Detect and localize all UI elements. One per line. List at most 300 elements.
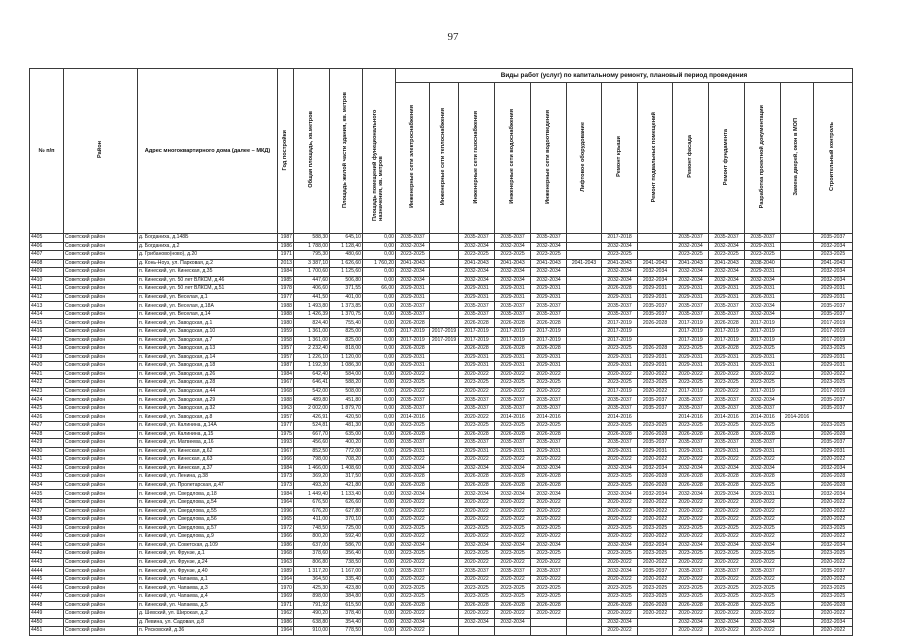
cell-living-area: 645,10 (330, 234, 363, 243)
cell-design-docs: 2017-2019 (745, 328, 781, 337)
cell-district: Советский район (64, 268, 138, 277)
cell-heating: 2017-2019 (430, 328, 459, 337)
cell-address: п. Кинеский, ул. Свердлова, д.18 (138, 490, 278, 499)
cell-living-area: 370,10 (330, 516, 363, 525)
col-header-facade: Ремонт фасада (673, 83, 709, 234)
cell-number: 4429 (30, 439, 64, 448)
cell-basement: 2032-2034 (638, 490, 673, 499)
cell-gas: 2020-2022 (459, 558, 495, 567)
cell-foundation: 2035-2037 (709, 234, 745, 243)
cell-design-docs: 2023-2025 (745, 345, 781, 354)
cell-heating (430, 422, 459, 431)
cell-district: Советский район (64, 422, 138, 431)
cell-doors-windows (781, 516, 814, 525)
col-header-design-docs: Разработка проектной документации (745, 83, 781, 234)
cell-living-area: 508,00 (330, 387, 363, 396)
cell-construction-control: 2020-2022 (814, 456, 853, 465)
cell-basement (638, 413, 673, 422)
cell-doors-windows (781, 456, 814, 465)
cell-water (495, 627, 531, 636)
cell-roof: 2032-2034 (602, 541, 638, 550)
cell-gas: 2020-2022 (459, 575, 495, 584)
cell-foundation: 2017-2019 (709, 336, 745, 345)
cell-number: 4421 (30, 370, 64, 379)
cell-construction-control: 2020-2022 (814, 516, 853, 525)
cell-facade: 2020-2022 (673, 370, 709, 379)
cell-total-area: 676,20 (294, 507, 330, 516)
cell-foundation: 2041-2043 (709, 259, 745, 268)
cell-elevator (567, 592, 602, 601)
cell-construction-control: 2023-2025 (814, 345, 853, 354)
cell-electric: 2035-2037 (396, 439, 430, 448)
cell-construction-control: 2032-2034 (814, 464, 853, 473)
cell-water: 2023-2025 (495, 584, 531, 593)
cell-gas: 2032-2034 (459, 541, 495, 550)
cell-number: 4411 (30, 285, 64, 294)
cell-total-area: 852,50 (294, 447, 330, 456)
col-header-number: № п/п (30, 69, 64, 234)
cell-heating (430, 592, 459, 601)
cell-living-area: 378,40 (330, 610, 363, 619)
cell-year: 1987 (278, 362, 294, 371)
cell-electric: 2023-2025 (396, 584, 430, 593)
cell-total-area: 1 788,00 (294, 242, 330, 251)
cell-sewer: 2029-2031 (531, 362, 567, 371)
cell-design-docs: 2023-2025 (745, 584, 781, 593)
cell-elevator (567, 601, 602, 610)
cell-doors-windows (781, 404, 814, 413)
cell-sewer: 2023-2025 (531, 550, 567, 559)
cell-sewer: 2035-2037 (531, 567, 567, 576)
cell-doors-windows (781, 601, 814, 610)
cell-electric: 2020-2022 (396, 610, 430, 619)
cell-district: Советский район (64, 558, 138, 567)
cell-design-docs: 2023-2025 (745, 379, 781, 388)
cell-roof: 2029-2031 (602, 447, 638, 456)
cell-number: 4417 (30, 336, 64, 345)
table-row (30, 618, 853, 627)
cell-sewer: 2017-2019 (531, 328, 567, 337)
cell-gas: 2032-2034 (459, 268, 495, 277)
cell-basement: 2023-2025 (638, 524, 673, 533)
cell-living-area: 1 133,40 (330, 490, 363, 499)
cell-gas: 2035-2037 (459, 404, 495, 413)
table-row (30, 507, 853, 516)
cell-elevator (567, 439, 602, 448)
cell-facade: 2035-2037 (673, 302, 709, 311)
cell-construction-control: 2026-2028 (814, 601, 853, 610)
cell-number: 4440 (30, 533, 64, 542)
cell-functional-area: 0,00 (363, 251, 396, 260)
cell-basement: 2035-2037 (638, 439, 673, 448)
cell-electric: 2029-2031 (396, 447, 430, 456)
cell-living-area: 1 626,60 (330, 259, 363, 268)
cell-design-docs: 2023-2025 (745, 592, 781, 601)
cell-doors-windows (781, 353, 814, 362)
cell-living-area: 371,55 (330, 285, 363, 294)
cell-number: 4445 (30, 575, 64, 584)
cell-total-area: 1 317,20 (294, 567, 330, 576)
cell-roof: 2020-2022 (602, 610, 638, 619)
cell-water: 2035-2037 (495, 310, 531, 319)
cell-design-docs: 2029-2031 (745, 353, 781, 362)
cell-functional-area: 0,00 (363, 464, 396, 473)
cell-living-area: 1 373,85 (330, 302, 363, 311)
cell-doors-windows (781, 336, 814, 345)
cell-facade: 2032-2034 (673, 276, 709, 285)
cell-address: п. Кинеский, ул. Свердлова, д.57 (138, 524, 278, 533)
cell-functional-area: 0,00 (363, 498, 396, 507)
cell-facade: 2020-2022 (673, 516, 709, 525)
cell-sewer: 2035-2037 (531, 439, 567, 448)
cell-year: 1971 (278, 601, 294, 610)
cell-facade: 2032-2034 (673, 464, 709, 473)
cell-district: Советский район (64, 310, 138, 319)
cell-elevator (567, 251, 602, 260)
cell-elevator (567, 345, 602, 354)
cell-basement: 2032-2034 (638, 276, 673, 285)
cell-design-docs: 2023-2025 (745, 524, 781, 533)
cell-basement: 2026-2028 (638, 601, 673, 610)
cell-heating (430, 276, 459, 285)
cell-water: 2020-2022 (495, 507, 531, 516)
cell-gas: 2020-2022 (459, 507, 495, 516)
cell-doors-windows (781, 610, 814, 619)
cell-construction-control: 2026-2028 (814, 473, 853, 482)
cell-living-area: 1 086,30 (330, 362, 363, 371)
cell-elevator (567, 387, 602, 396)
cell-doors-windows (781, 533, 814, 542)
cell-total-area: 667,70 (294, 430, 330, 439)
cell-roof: 2029-2031 (602, 362, 638, 371)
cell-roof: 2020-2022 (602, 456, 638, 465)
cell-water: 2014-2016 (495, 413, 531, 422)
cell-design-docs: 2032-2034 (745, 464, 781, 473)
table-row (30, 533, 853, 542)
cell-functional-area: 0,00 (363, 601, 396, 610)
cell-roof: 2023-2025 (602, 345, 638, 354)
cell-year: 1972 (278, 524, 294, 533)
cell-district: Советский район (64, 618, 138, 627)
cell-sewer: 2020-2022 (531, 370, 567, 379)
cell-roof: 2020-2022 (602, 533, 638, 542)
table-row (30, 498, 853, 507)
col-header-elevator: Лифтовое оборудование (567, 83, 602, 234)
cell-roof: 2020-2022 (602, 558, 638, 567)
cell-construction-control: 2029-2031 (814, 293, 853, 302)
table-row (30, 558, 853, 567)
cell-construction-control: 2020-2022 (814, 498, 853, 507)
cell-elevator (567, 456, 602, 465)
cell-design-docs: 2038-2040 (745, 259, 781, 268)
cell-living-area: 584,00 (330, 370, 363, 379)
cell-year: 1962 (278, 610, 294, 619)
cell-roof: 2026-2028 (602, 430, 638, 439)
cell-living-area: 506,80 (330, 276, 363, 285)
cell-facade: 2023-2025 (673, 592, 709, 601)
cell-construction-control (814, 413, 853, 422)
cell-number: 4409 (30, 268, 64, 277)
cell-electric: 2029-2031 (396, 362, 430, 371)
cell-foundation: 2020-2022 (709, 498, 745, 507)
cell-sewer: 2026-2028 (531, 319, 567, 328)
cell-elevator (567, 584, 602, 593)
cell-gas: 2023-2025 (459, 524, 495, 533)
cell-facade: 2029-2031 (673, 285, 709, 294)
cell-foundation: 2029-2031 (709, 285, 745, 294)
col-header-gas: Инженерные сети газоснабжения (459, 83, 495, 234)
cell-gas (459, 627, 495, 636)
cell-year: 1966 (278, 533, 294, 542)
cell-doors-windows (781, 507, 814, 516)
cell-sewer: 2020-2022 (531, 610, 567, 619)
cell-heating (430, 242, 459, 251)
cell-basement: 2026-2028 (638, 345, 673, 354)
table-row (30, 473, 853, 482)
cell-electric: 2023-2025 (396, 379, 430, 388)
cell-foundation: 2029-2034 (709, 490, 745, 499)
cell-number: 4414 (30, 310, 64, 319)
cell-basement: 2023-2025 (638, 379, 673, 388)
cell-construction-control: 2026-2028 (814, 430, 853, 439)
cell-construction-control: 2023-2025 (814, 379, 853, 388)
cell-functional-area: 0,00 (363, 362, 396, 371)
cell-foundation: 2026-2028 (709, 430, 745, 439)
cell-doors-windows (781, 464, 814, 473)
table-row (30, 251, 853, 260)
cell-gas: 2035-2037 (459, 310, 495, 319)
cell-basement: 2032-2034 (638, 464, 673, 473)
cell-water: 2023-2025 (495, 379, 531, 388)
cell-address: п. Кинеский, ул. Кинеская, д.35 (138, 268, 278, 277)
table-row (30, 550, 853, 559)
cell-heating (430, 268, 459, 277)
col-header-foundation: Ремонт фундамента (709, 83, 745, 234)
cell-gas: 2020-2022 (459, 610, 495, 619)
cell-year: 1959 (278, 328, 294, 337)
cell-roof: 2032-2034 (602, 464, 638, 473)
cell-functional-area: 0,00 (363, 558, 396, 567)
cell-roof: 2020-2022 (602, 575, 638, 584)
cell-construction-control: 2023-2025 (814, 584, 853, 593)
cell-total-area: 490,20 (294, 610, 330, 619)
capital-repair-table (29, 68, 853, 636)
cell-construction-control: 2023-2025 (814, 251, 853, 260)
cell-electric: 2032-2034 (396, 276, 430, 285)
cell-sewer: 2035-2037 (531, 396, 567, 405)
cell-year: 1978 (278, 285, 294, 294)
cell-district: Советский район (64, 242, 138, 251)
cell-elevator (567, 575, 602, 584)
cell-construction-control: 2023-2025 (814, 422, 853, 431)
cell-facade: 2029-2031 (673, 362, 709, 371)
cell-foundation: 2035-2037 (709, 302, 745, 311)
cell-elevator (567, 268, 602, 277)
cell-functional-area: 0,00 (363, 302, 396, 311)
cell-construction-control: 2035-2037 (814, 302, 853, 311)
table-row (30, 396, 853, 405)
cell-gas: 2041-2043 (459, 259, 495, 268)
cell-basement: 2020-2022 (638, 387, 673, 396)
cell-facade: 2035-2037 (673, 404, 709, 413)
cell-total-area: 364,50 (294, 575, 330, 584)
cell-design-docs: 2032-2034 (745, 618, 781, 627)
cell-doors-windows (781, 473, 814, 482)
cell-address: п. Кинеский, ул. Пролетарская, д.47 (138, 481, 278, 490)
cell-address: д. Грибаново(ново), д.20 (138, 251, 278, 260)
cell-district: Советский район (64, 293, 138, 302)
cell-functional-area: 0,00 (363, 592, 396, 601)
cell-roof: 2032-2034 (602, 490, 638, 499)
cell-doors-windows (781, 234, 814, 243)
cell-foundation: 2023-2025 (709, 584, 745, 593)
cell-number: 4443 (30, 558, 64, 567)
cell-elevator: 2041-2043 (567, 259, 602, 268)
cell-total-area: 1 192,30 (294, 362, 330, 371)
table-row (30, 516, 853, 525)
cell-district: Советский район (64, 302, 138, 311)
cell-functional-area: 0,00 (363, 481, 396, 490)
cell-heating (430, 481, 459, 490)
cell-water: 2017-2019 (495, 336, 531, 345)
cell-total-area: 637,00 (294, 541, 330, 550)
cell-facade: 2032-2034 (673, 268, 709, 277)
cell-district: Советский район (64, 439, 138, 448)
cell-sewer: 2023-2025 (531, 592, 567, 601)
table-row (30, 413, 853, 422)
cell-living-area: 356,40 (330, 550, 363, 559)
cell-basement: 2023-2025 (638, 592, 673, 601)
cell-roof: 2032-2034 (602, 268, 638, 277)
cell-basement (638, 627, 673, 636)
cell-roof: 2023-2025 (602, 473, 638, 482)
cell-facade: 2032-2034 (673, 242, 709, 251)
table-row (30, 567, 853, 576)
cell-total-area: 542,00 (294, 387, 330, 396)
cell-construction-control: 2020-2022 (814, 558, 853, 567)
cell-functional-area: 66,00 (363, 285, 396, 294)
cell-design-docs: 2035-2037 (745, 234, 781, 243)
cell-doors-windows (781, 618, 814, 627)
cell-elevator (567, 353, 602, 362)
cell-basement: 2023-2025 (638, 550, 673, 559)
cell-water: 2032-2034 (495, 490, 531, 499)
cell-total-area: 441,50 (294, 293, 330, 302)
cell-design-docs: 2023-2025 (745, 251, 781, 260)
cell-water: 2020-2022 (495, 533, 531, 542)
cell-basement: 2026-2028 (638, 319, 673, 328)
cell-basement: 2020-2022 (638, 575, 673, 584)
cell-foundation: 2035-2037 (709, 567, 745, 576)
cell-facade: 2020-2022 (673, 610, 709, 619)
cell-basement (638, 251, 673, 260)
cell-functional-area: 0,00 (363, 447, 396, 456)
cell-electric: 2023-2025 (396, 550, 430, 559)
cell-total-area: 646,41 (294, 379, 330, 388)
cell-doors-windows (781, 319, 814, 328)
cell-sewer: 2023-2025 (531, 379, 567, 388)
cell-address: п. Кинеский, ул. Заводская, д.1 (138, 319, 278, 328)
cell-year: 1984 (278, 370, 294, 379)
cell-number: 4447 (30, 592, 64, 601)
cell-living-area: 480,60 (330, 251, 363, 260)
cell-roof: 2032-2034 (602, 242, 638, 251)
cell-foundation: 2032-2034 (709, 276, 745, 285)
cell-doors-windows (781, 370, 814, 379)
cell-foundation: 2026-2028 (709, 319, 745, 328)
cell-design-docs: 2029-2031 (745, 268, 781, 277)
cell-district: Советский район (64, 447, 138, 456)
cell-district: Советский район (64, 584, 138, 593)
cell-water: 2026-2028 (495, 345, 531, 354)
cell-functional-area: 0,00 (363, 516, 396, 525)
table-row (30, 610, 853, 619)
cell-functional-area: 0,00 (363, 584, 396, 593)
cell-gas: 2032-2034 (459, 618, 495, 627)
cell-living-area: 354,40 (330, 618, 363, 627)
cell-facade: 2026-2028 (673, 481, 709, 490)
table-row (30, 490, 853, 499)
cell-roof: 2032-2034 (602, 567, 638, 576)
cell-water: 2020-2022 (495, 456, 531, 465)
cell-living-area: 1 120,00 (330, 353, 363, 362)
table-row (30, 601, 853, 610)
cell-gas: 2026-2028 (459, 345, 495, 354)
cell-gas: 2029-2031 (459, 353, 495, 362)
cell-living-area: 755,40 (330, 319, 363, 328)
cell-roof: 2023-2025 (602, 379, 638, 388)
cell-doors-windows (781, 285, 814, 294)
cell-number: 4448 (30, 601, 64, 610)
table-row (30, 319, 853, 328)
cell-basement: 2020-2022 (638, 498, 673, 507)
cell-facade: 2029-2031 (673, 353, 709, 362)
cell-total-area: 824,40 (294, 319, 330, 328)
cell-functional-area: 0,00 (363, 507, 396, 516)
cell-number: 4407 (30, 251, 64, 260)
cell-basement: 2020-2022 (638, 533, 673, 542)
cell-foundation: 2020-2022 (709, 610, 745, 619)
cell-number: 4433 (30, 473, 64, 482)
cell-design-docs: 2017-2019 (745, 319, 781, 328)
cell-living-area: 825,00 (330, 328, 363, 337)
cell-elevator (567, 481, 602, 490)
cell-district: Советский район (64, 370, 138, 379)
cell-functional-area: 0,00 (363, 310, 396, 319)
cell-sewer: 2029-2031 (531, 353, 567, 362)
cell-basement: 2029-2031 (638, 353, 673, 362)
cell-facade: 2023-2025 (673, 422, 709, 431)
cell-basement: 2032-2034 (638, 541, 673, 550)
cell-construction-control: 2020-2022 (814, 627, 853, 636)
cell-total-area: 791,92 (294, 601, 330, 610)
cell-living-area: 451,80 (330, 396, 363, 405)
cell-functional-area: 0,00 (363, 370, 396, 379)
cell-foundation: 2020-2022 (709, 558, 745, 567)
cell-construction-control: 2017-2019 (814, 387, 853, 396)
cell-heating (430, 293, 459, 302)
cell-doors-windows (781, 592, 814, 601)
cell-doors-windows (781, 524, 814, 533)
cell-elevator (567, 516, 602, 525)
cell-year: 1973 (278, 481, 294, 490)
cell-foundation: 2029-2031 (709, 362, 745, 371)
cell-year: 1968 (278, 387, 294, 396)
cell-year: 1986 (278, 242, 294, 251)
cell-address: п. Кинеский, ул. Свердлова, д.9 (138, 533, 278, 542)
cell-electric: 2023-2025 (396, 524, 430, 533)
cell-water: 2035-2037 (495, 234, 531, 243)
